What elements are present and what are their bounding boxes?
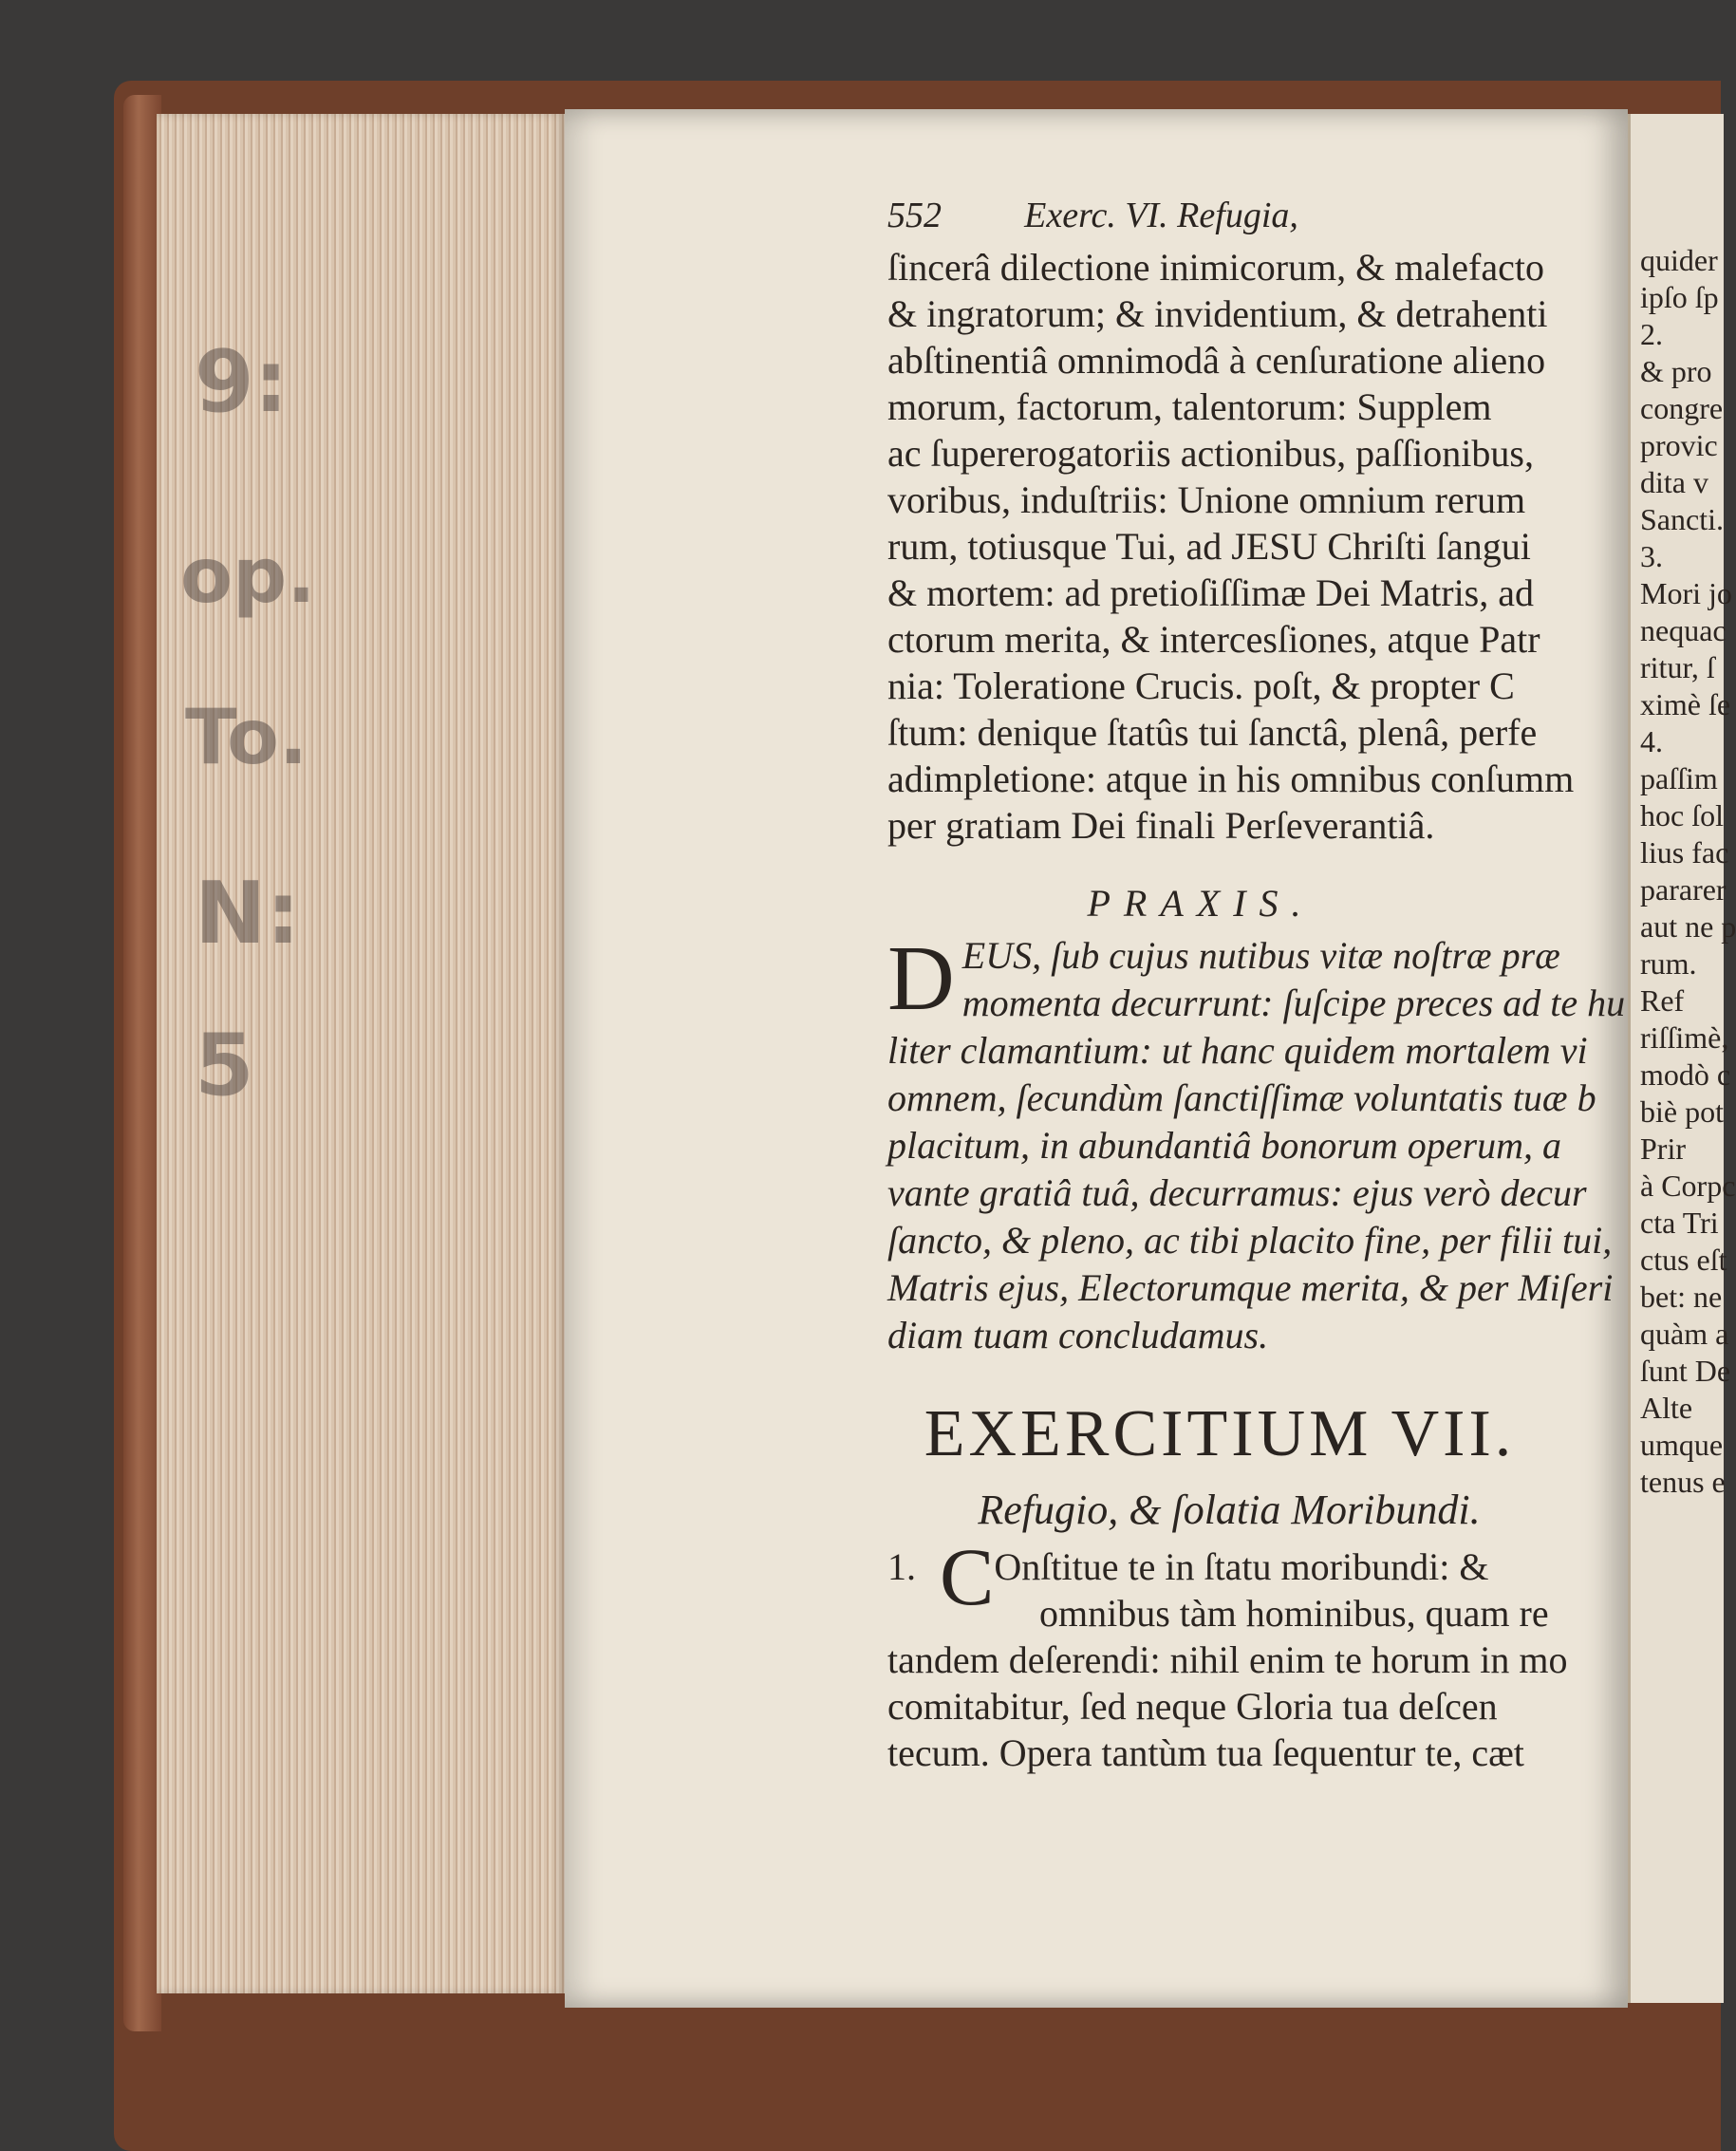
fore-edge-mark: op. [180,532,316,620]
paragraph-line: morum, factorum, talentorum: Supplem [887,385,1492,428]
adjacent-page-fragment: & pro [1640,354,1712,388]
exercitium-subtitle: Refugio, & ſolatia Moribundi. [978,1487,1481,1533]
adjacent-page-fragment: quider [1640,243,1718,277]
running-title: Exerc. VI. Refugia, [1024,196,1298,235]
adjacent-page-fragment: Prir [1640,1132,1686,1166]
paragraph-line: nia: Toleratione Crucis. poſt, & propter C [887,664,1515,707]
adjacent-page-fragment: modò c [1640,1057,1731,1092]
paragraph-line: ac ſupererogatoriis actionibus, paſſionibus, [887,432,1534,475]
adjacent-page-edge [1628,114,1736,2003]
paragraph-line: & ingratorum; & invidentium, & detrahenti [887,292,1548,335]
adjacent-page-fragment: dita v [1640,465,1708,499]
section-1 [887,1531,1628,1776]
adjacent-page-fragment: 3. [1640,539,1663,573]
adjacent-page-fragment: riſſimè, [1640,1020,1729,1055]
prayer-line: EUS, ſub cujus nutibus vitæ noſtræ præ [961,934,1560,977]
fore-edge-mark: 9: [195,332,289,432]
praxis-heading: PRAXIS. [1087,882,1315,925]
page-fore-edge [157,114,565,1993]
section-number: 1. [887,1545,916,1588]
paragraph-line: ſtum: denique ſtatûs tui ſanctâ, plenâ, perfe [887,711,1538,754]
adjacent-page-fragment: provic [1640,428,1718,462]
adjacent-page-fragment: congre [1640,391,1724,425]
prayer-line: liter clamantium: ut hanc quidem mortalem vi [887,1029,1588,1072]
paragraph-line: ſincerâ dilectione inimicorum, & malefacto [887,246,1544,289]
adjacent-page-fragment: rum. [1640,946,1697,981]
adjacent-page-fragment: à Corpc [1640,1169,1736,1203]
adjacent-page-fragment: pararer [1640,872,1727,907]
dropcap-c: C [940,1531,995,1622]
paragraph-line: & mortem: ad pretioſiſſimæ Dei Matris, ad [887,571,1534,614]
prayer-line: placitum, in abundantiâ bonorum operum, a [887,1124,1561,1167]
adjacent-page-fragment: ſunt De [1640,1354,1731,1388]
section-first-line: Onſtitue te in ſtatu moribundi: & [994,1545,1489,1588]
adjacent-page-fragment: ximè ſe [1640,687,1731,721]
adjacent-page-fragment: Sancti. [1640,502,1724,536]
section-line: tandem deſerendi: nihil enim te horum in mo [887,1638,1568,1681]
prayer-line: momenta decurrunt: ſuſcipe preces ad te hu [961,982,1626,1024]
adjacent-page-fragment: tenus e [1640,1465,1726,1499]
section-line: tecum. Opera tantùm tua ſequentur te, cæt [887,1731,1524,1774]
adjacent-page-fragment: 4. [1640,724,1663,758]
adjacent-page-fragment: ctus eſt [1640,1243,1727,1277]
adjacent-page-fragment: 2. [1640,317,1663,351]
paragraph-line: ctorum merita, & intercesſiones, atque Patr [887,618,1540,661]
paragraph-line: adimpletione: atque in his omnibus conſumm [887,758,1575,800]
section-line: comitabitur, ſed neque Gloria tua deſcen [887,1685,1498,1728]
page-text [887,195,1628,1776]
paragraph-line: abſtinentiâ omnimodâ à cenſuratione alieno [887,339,1546,382]
fore-edge-mark: 5 [195,1016,254,1115]
exercitium-title: EXERCITIUM VII. [924,1397,1516,1470]
fore-edge-mark: N: [195,864,301,963]
running-header [887,195,1381,244]
prayer-line: Matris ejus, Electorumque merita, & per Miſeri [887,1266,1614,1309]
adjacent-page-fragment: nequac [1640,613,1727,647]
adjacent-page-fragment: ipſo ſp [1640,280,1719,314]
adjacent-page-fragment: lius fac [1640,835,1729,870]
paragraph-line: rum, totiusque Tui, ad JESU Chriſti ſangui [887,525,1531,568]
fore-edge-mark: To. [185,693,308,781]
section-line: omnibus tàm hominibus, quam re [1039,1592,1549,1635]
prayer-line: diam tuam concludamus. [887,1314,1269,1356]
adjacent-page-fragment: umque [1640,1428,1724,1462]
paragraph-line: voribus, induſtriis: Unione omnium rerum [887,478,1526,521]
paragraph-line: per gratiam Dei finali Perſeverantiâ. [887,804,1435,847]
prayer-line: ſancto, & pleno, ac tibi placito fine, per filii tui, [887,1219,1613,1262]
adjacent-page-fragment: aut ne p [1640,909,1736,944]
adjacent-page-fragment: paſſim [1640,761,1718,795]
adjacent-page-fragment: biè pot [1640,1094,1724,1129]
adjacent-page-fragment: bet: ne [1640,1280,1723,1314]
adjacent-page-fragment: ritur, ſ [1640,650,1715,684]
prayer-line: omnem, ſecundùm ſanctiſſimæ voluntatis tuæ b [887,1076,1596,1119]
adjacent-page-fragment: cta Tri [1640,1206,1719,1240]
dropcap-d: D [887,927,955,1030]
page-number: 552 [887,196,942,235]
book-spine-edge [123,95,161,2031]
prayer-block [887,927,1628,1359]
adjacent-page-fragment: Mori jo [1640,576,1732,610]
paragraph [887,244,1628,849]
adjacent-page-fragment: Alte [1640,1391,1693,1425]
adjacent-page-fragment: hoc ſol [1640,798,1724,832]
adjacent-page-fragment: Ref [1640,983,1685,1018]
prayer-line: vante gratiâ tuâ, decurramus: ejus verò decur [887,1171,1587,1214]
adjacent-page-fragment: quàm a [1640,1317,1729,1351]
